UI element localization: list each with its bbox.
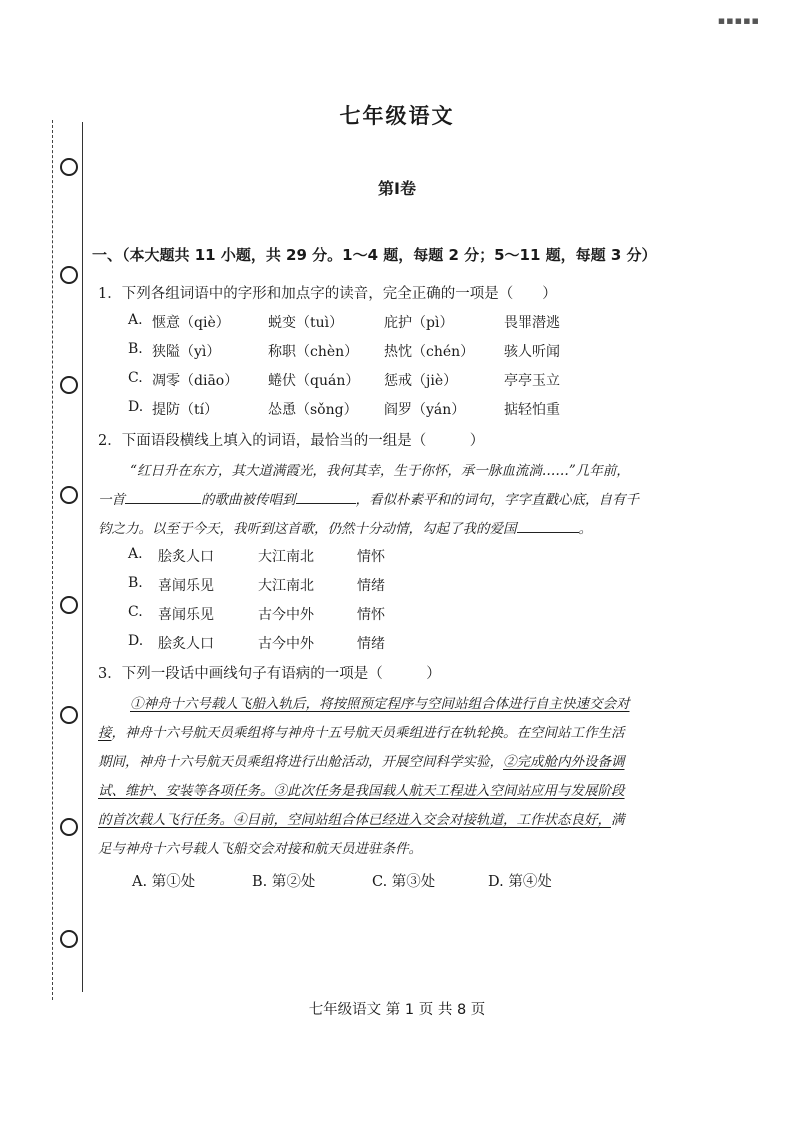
q2-option-label: D. [128, 633, 144, 649]
q2-option-word: 喜闻乐见 [158, 607, 214, 623]
q2-option-label: B. [128, 575, 143, 591]
q1-option-word: 怂恿（sǒng） [268, 402, 358, 418]
q2-blank-1 [125, 489, 201, 504]
q3-passage-line [98, 779, 625, 799]
q1-option-word: 惬意（qiè） [152, 315, 230, 331]
q1-option-word: 凋零（diāo） [152, 373, 239, 389]
q3-sentence-3: 的首次载人飞行任务。 [98, 812, 233, 828]
q3-sentence-1: ①神舟十六号载人飞船入轨后，将按照预定程序与空间站组合体进行自主快速交会对 [130, 696, 630, 712]
q2-passage-text: 钧之力。以至于今天，我听到这首歌，仍然十分动情，勾起了我的爱国 [98, 521, 517, 537]
q1-option-word: 狭隘（yì） [152, 344, 221, 360]
q2-blank-2 [296, 489, 356, 504]
q1-option-word: 惩戒（jiè） [384, 373, 458, 389]
q2-passage-line [98, 488, 639, 508]
binding-solid-line [82, 122, 83, 992]
q2-option-word: 古今中外 [258, 607, 314, 623]
q3-sentence-4: ④目前，空间站组合体已经进入交会对接轨道，工作状态良好， [233, 812, 611, 828]
q1-option-word: 骇人听闻 [504, 344, 560, 360]
q2-option-word: 大江南北 [258, 549, 314, 565]
q3-option: D. 第④处 [488, 874, 552, 890]
q2-option-word: 大江南北 [258, 578, 314, 594]
q2-option-word: 情绪 [357, 636, 385, 652]
q2-passage-text: ，看似朴素平和的词句，字字直戳心底，自有千 [355, 492, 639, 508]
q2-passage-text: 一首 [98, 492, 125, 508]
binding-hole-icon [60, 596, 78, 614]
q2-passage-line: “红日升在东方，其大道满霞光，我何其幸，生于你怀，承一脉血流淌……”几年前， [130, 463, 630, 479]
q3-sentence-1: 接 [98, 725, 112, 741]
q1-option-word: 阎罗（yán） [384, 402, 466, 418]
binding-hole-icon [60, 818, 78, 836]
q1-option-word: 庇护（pì） [384, 315, 454, 331]
q1-option-word: 蜷伏（quán） [268, 373, 360, 389]
q3-option: B. 第②处 [252, 874, 316, 890]
q3-passage-text: 期间，神舟十六号航天员乘组将进行出舱活动，开展空间科学实验， [98, 754, 503, 770]
q2-option-word: 喜闻乐见 [158, 578, 214, 594]
binding-hole-icon [60, 930, 78, 948]
page-title: 七年级语文 [339, 104, 455, 128]
section-header: 一、（本大题共 11 小题，共 29 分。1～4 题，每题 2 分；5～11 题，每题 3 分） [92, 246, 657, 264]
q2-option-label: A. [128, 546, 143, 562]
q3-sentence-2: ②完成舱内外设备调 [503, 754, 625, 770]
q3-stem: 3．下列一段话中画线句子有语病的一项是（ ） [98, 666, 441, 682]
q3-passage-line [98, 808, 625, 828]
q1-option-label: D. [128, 399, 144, 415]
q2-blank-3 [517, 518, 579, 533]
volume-heading: 第Ⅰ卷 [378, 179, 416, 198]
binding-dashed-line [52, 120, 53, 1000]
q2-option-word: 情怀 [357, 607, 385, 623]
q2-option-label: C. [128, 604, 143, 620]
q2-option-word: 脍炙人口 [158, 636, 214, 652]
q1-option-word: 畏罪潜逃 [504, 315, 560, 331]
q1-stem: 1．下列各组词语中的字形和加点字的读音，完全正确的一项是（ ） [98, 286, 557, 302]
q3-option: A. 第①处 [132, 874, 196, 890]
q1-option-label: B. [128, 341, 143, 357]
q3-passage-line [98, 721, 625, 741]
q3-option: C. 第③处 [372, 874, 436, 890]
q1-option-word: 掂轻怕重 [504, 402, 560, 418]
q2-passage-text: 的歌曲被传唱到 [201, 492, 296, 508]
q1-option-label: C. [128, 370, 143, 386]
q3-sentence-3: ③此次任务是我国载人航天工程进入空间站应用与发展阶段 [273, 783, 625, 799]
q1-option-word: 亭亭玉立 [504, 373, 560, 389]
q3-passage-line: 足与神舟十六号载人飞船交会对接和航天员进驻条件。 [98, 841, 422, 857]
q2-passage-line [98, 517, 592, 537]
binding-hole-icon [60, 266, 78, 284]
q3-sentence-2: 试、维护、安装等各项任务。 [98, 783, 274, 799]
q3-passage-text: ，神舟十六号航天员乘组将与神舟十五号航天员乘组进行在轨轮换。在空间站工作生活 [111, 725, 625, 741]
q2-stem: 2．下面语段横线上填入的词语，最恰当的一组是（ ） [98, 433, 485, 449]
q3-passage-line [130, 692, 630, 712]
binding-hole-icon [60, 486, 78, 504]
binding-hole-icon [60, 158, 78, 176]
q2-option-word: 情怀 [357, 549, 385, 565]
page-footer: 七年级语文 第 1 页 共 8 页 [308, 1002, 486, 1018]
q2-option-word: 古今中外 [258, 636, 314, 652]
q3-passage-line [98, 750, 625, 770]
q2-passage-text: 。 [578, 521, 592, 537]
binding-hole-icon [60, 706, 78, 724]
q1-option-label: A. [128, 312, 143, 328]
binding-hole-icon [60, 376, 78, 394]
q1-option-word: 热忱（chén） [384, 344, 475, 360]
q1-option-word: 提防（tí） [152, 402, 219, 418]
q1-option-word: 蜕变（tuì） [268, 315, 344, 331]
q2-option-word: 情绪 [357, 578, 385, 594]
q2-option-word: 脍炙人口 [158, 549, 214, 565]
q1-option-word: 称职（chèn） [268, 344, 359, 360]
corner-mark: ▪▪▪▪▪ [717, 14, 760, 27]
q3-passage-text: 满 [611, 812, 625, 828]
